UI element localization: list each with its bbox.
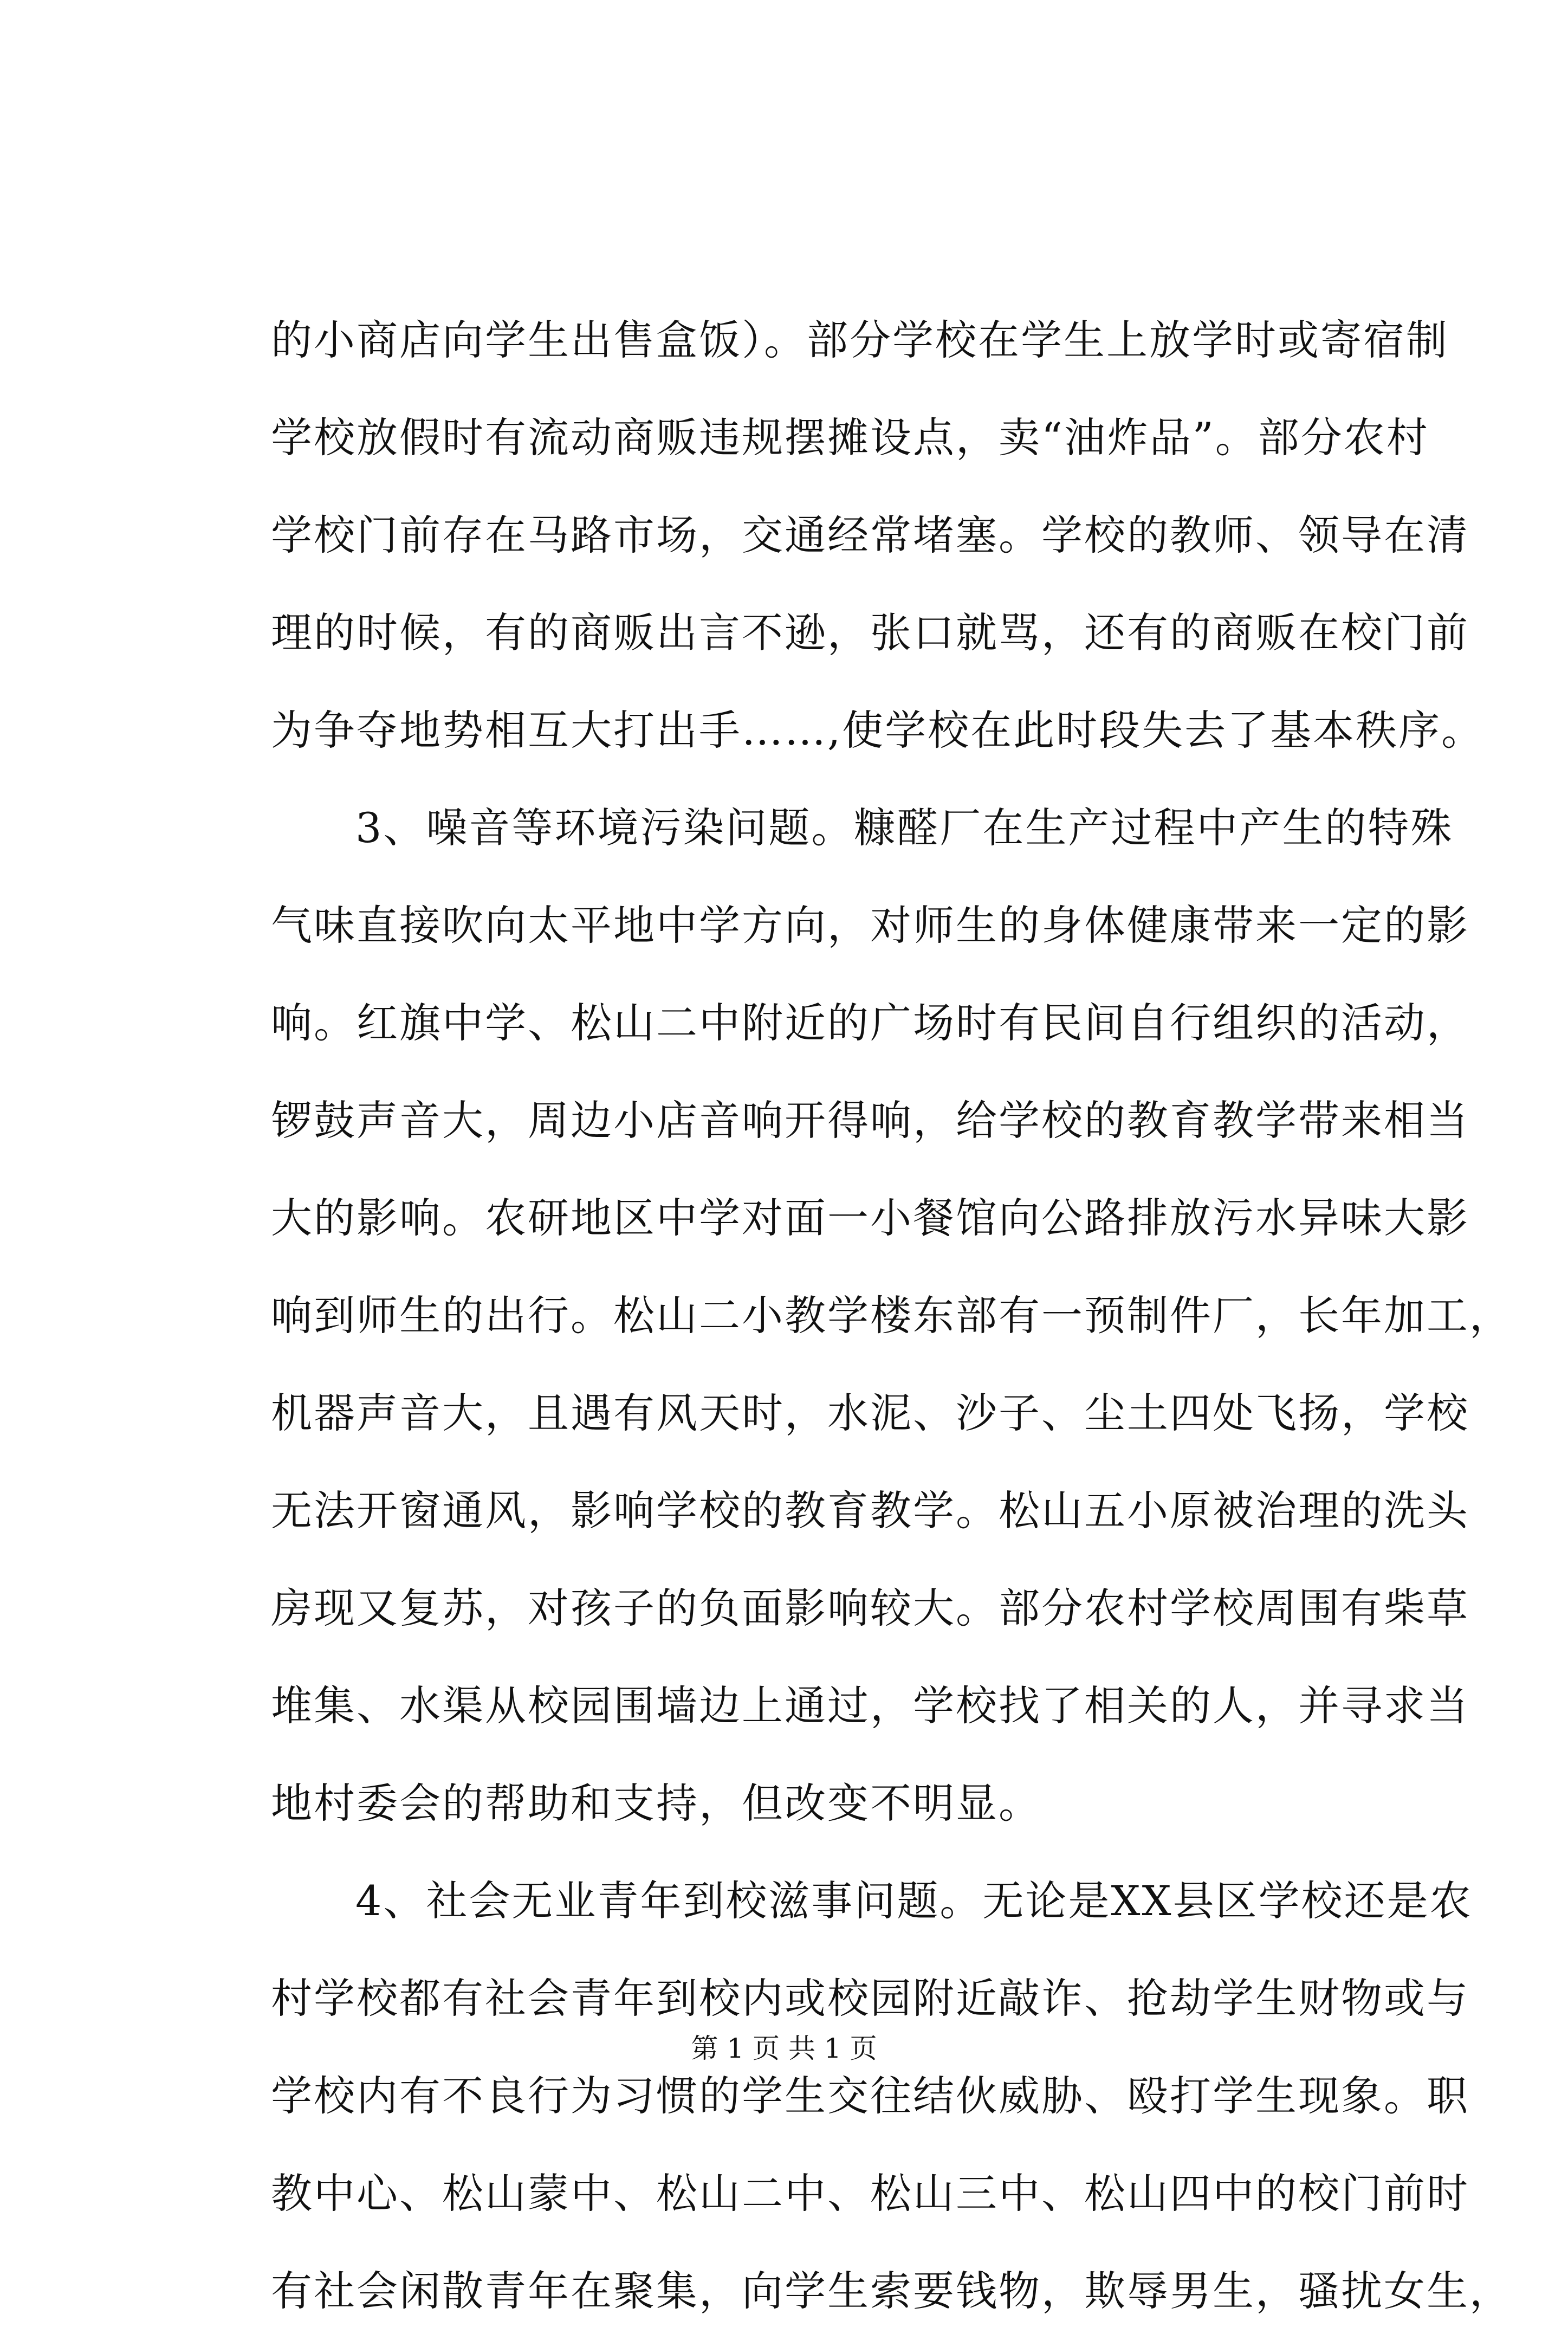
text-line: 教中心、松山蒙中、松山二中、松山三中、松山四中的校门前时 <box>271 2169 1469 2218</box>
text-line: 学校内有不良行为习惯的学生交往结伙威胁、殴打学生现象。职 <box>271 2072 1469 2120</box>
text-line: 学校放假时有流动商贩违规摆摊设点，卖“油炸品”。部分农村 <box>271 413 1429 462</box>
text-line: 为争夺地势相互大打出手……,使学校在此时段失去了基本秩序。 <box>271 706 1485 754</box>
text-line: 响到师生的出行。松山二小教学楼东部有一预制件厂，长年加工， <box>271 1291 1512 1340</box>
page-number-label: 第 1 页 共 1 页 <box>691 2033 877 2064</box>
text-line: 有社会闲散青年在聚集，向学生索要钱物，欺辱男生，骚扰女生， <box>271 2267 1512 2315</box>
text-line: 理的时候，有的商贩出言不逊，张口就骂，还有的商贩在校门前 <box>271 609 1469 657</box>
paragraph-3 <box>271 1852 1512 2340</box>
text-line: 村学校都有社会青年到校内或校园附近敲诈、抢劫学生财物或与 <box>271 1974 1469 2022</box>
text-line: 无法开窗通风，影响学校的教育教学。松山五小原被治理的洗头 <box>271 1486 1469 1535</box>
text-line: 4、社会无业青年到校滋事问题。无论是XX县区学校还是农 <box>355 1877 1473 1925</box>
paragraph-1 <box>271 292 1485 779</box>
text-line: 3、噪音等环境污染问题。糠醛厂在生产过程中产生的特殊 <box>355 804 1454 852</box>
page-footer <box>0 2029 1568 2067</box>
text-line: 的小商店向学生出售盒饭）。部分学校在学生上放学时或寄宿制 <box>271 316 1449 364</box>
text-line: 学校门前存在马路市场，交通经常堵塞。学校的教师、领导在清 <box>271 511 1469 559</box>
text-line: 锣鼓声音大，周边小店音响开得响，给学校的教育教学带来相当 <box>271 1096 1469 1145</box>
text-line: 地村委会的帮助和支持，但改变不明显。 <box>271 1779 1041 1827</box>
text-line: 大的影响。农研地区中学对面一小餐馆向公路排放污水异味大影 <box>271 1194 1469 1242</box>
text-line: 房现又复苏，对孩子的负面影响较大。部分农村学校周围有柴草 <box>271 1584 1469 1632</box>
text-line: 机器声音大，且遇有风天时，水泥、沙子、尘土四处飞扬，学校 <box>271 1389 1469 1437</box>
text-line: 气味直接吹向太平地中学方向，对师生的身体健康带来一定的影 <box>271 901 1469 949</box>
paragraph-2 <box>271 779 1512 1852</box>
text-line: 堆集、水渠从校园围墙边上通过，学校找了相关的人，并寻求当 <box>271 1682 1469 1730</box>
text-line: 响。红旗中学、松山二中附近的广场时有民间自行组织的活动， <box>271 999 1469 1047</box>
